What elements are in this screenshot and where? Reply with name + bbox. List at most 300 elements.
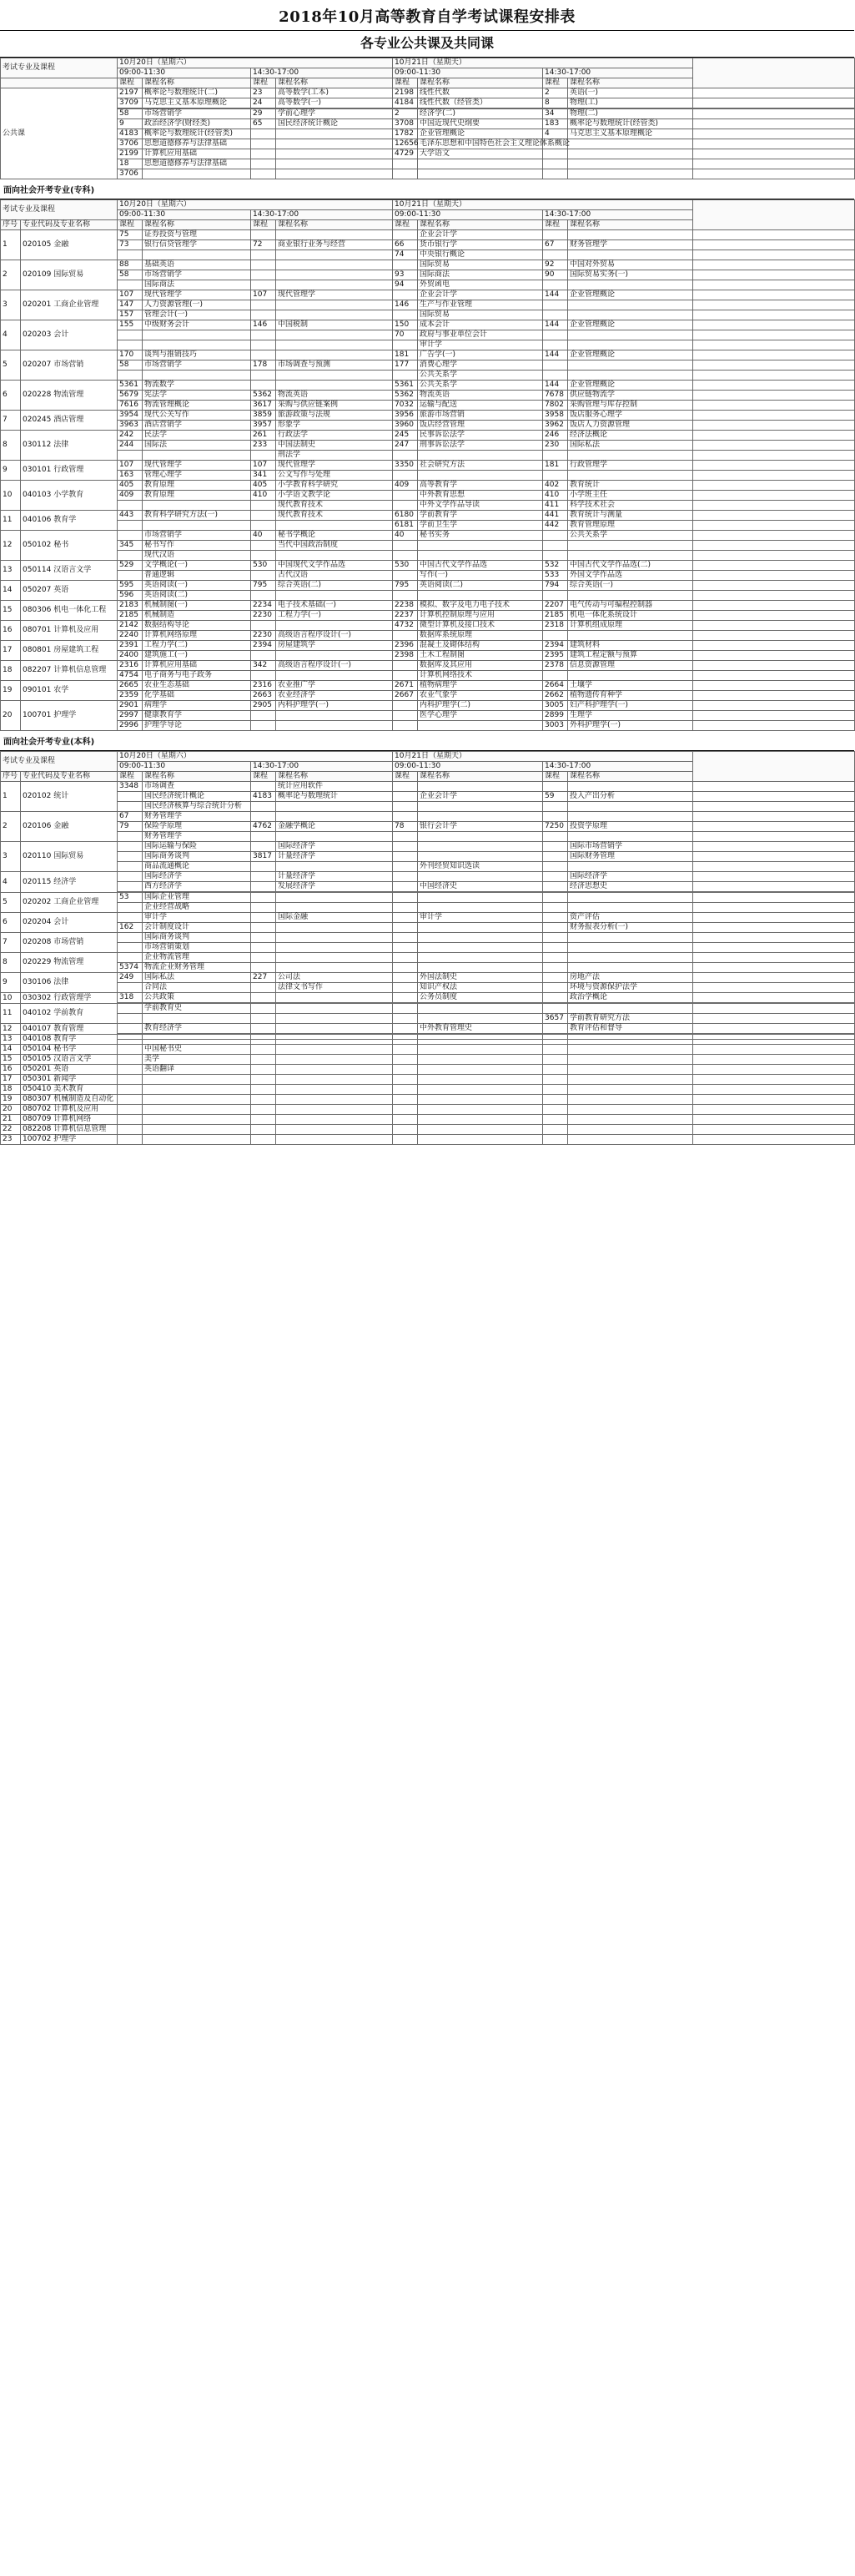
header-course-code: 课程 xyxy=(393,78,418,88)
course-name xyxy=(568,149,693,159)
row-number: 5 xyxy=(1,350,21,381)
course-name: 中国对外贸易 xyxy=(568,260,693,270)
course-code xyxy=(251,139,276,149)
course-name: 教育原理 xyxy=(143,481,251,491)
table-row xyxy=(1,300,855,310)
course-code xyxy=(118,943,143,953)
course-code xyxy=(543,872,568,882)
major-name: 040108 教育学 xyxy=(21,1035,118,1045)
course-code: 2207 xyxy=(543,601,568,611)
table-row xyxy=(1,601,855,611)
course-name xyxy=(276,1085,393,1095)
header-no: 序号 xyxy=(1,772,21,782)
course-code xyxy=(543,159,568,169)
course-name xyxy=(276,933,393,943)
course-code: 144 xyxy=(543,381,568,391)
course-name: 旅游市场营销 xyxy=(418,411,543,421)
course-code xyxy=(543,541,568,551)
course-name: 建筑工程定额与预算 xyxy=(568,651,693,661)
extra-cell xyxy=(693,139,855,149)
course-name xyxy=(276,893,393,903)
course-code: 29 xyxy=(251,109,276,119)
course-name: 工程力学(一) xyxy=(276,611,393,621)
course-name xyxy=(276,1075,393,1085)
table-row xyxy=(1,721,855,731)
course-code xyxy=(393,903,418,913)
extra-cell xyxy=(693,913,855,923)
row-number: 14 xyxy=(1,1045,21,1055)
course-code xyxy=(118,933,143,943)
course-name xyxy=(276,260,393,270)
course-name xyxy=(276,903,393,913)
course-code: 178 xyxy=(251,360,276,371)
table-row xyxy=(1,913,855,923)
course-code: 2665 xyxy=(118,681,143,691)
course-name xyxy=(276,621,393,631)
course-name: 教育原理 xyxy=(143,491,251,501)
course-code xyxy=(393,872,418,882)
course-name: 学前教育学 xyxy=(418,511,543,521)
course-name: 物理(工) xyxy=(568,98,693,108)
course-name: 形象学 xyxy=(276,421,393,431)
major-name: 020102 统计 xyxy=(21,782,118,812)
course-code xyxy=(251,1075,276,1085)
course-name: 现代公关写作 xyxy=(143,411,251,421)
course-code xyxy=(393,983,418,993)
course-name: 现代教育技术 xyxy=(276,501,393,511)
specialty-a-table xyxy=(0,199,855,731)
course-code: 24 xyxy=(251,98,276,108)
course-name: 国际贸易实务(一) xyxy=(568,270,693,280)
course-code: 410 xyxy=(251,491,276,501)
course-name: 外贸函电 xyxy=(418,280,543,290)
extra-cell xyxy=(693,411,855,421)
course-name xyxy=(568,250,693,260)
course-name xyxy=(276,943,393,953)
course-name: 教育管理原理 xyxy=(568,521,693,531)
course-name xyxy=(418,591,543,601)
table-row xyxy=(1,872,855,882)
course-code: 4729 xyxy=(393,149,418,159)
extra-cell xyxy=(693,300,855,310)
course-name xyxy=(276,591,393,601)
course-name: 国际商务谈判 xyxy=(143,933,251,943)
course-name: 计量经济学 xyxy=(276,852,393,862)
course-code: 405 xyxy=(251,481,276,491)
course-code xyxy=(251,721,276,731)
extra-cell xyxy=(693,1065,855,1075)
course-name xyxy=(568,139,693,149)
course-code xyxy=(251,1024,276,1034)
course-name: 谈判与推销技巧 xyxy=(143,350,251,360)
course-name: 外国法制史 xyxy=(418,973,543,983)
course-name: 审计学 xyxy=(418,340,543,350)
table-row xyxy=(1,401,855,411)
course-name: 概率论与数理统计(经管类) xyxy=(143,129,251,139)
course-name: 美学 xyxy=(143,1055,251,1065)
course-name: 公共政策 xyxy=(143,993,251,1003)
course-name xyxy=(143,330,251,340)
course-code xyxy=(393,310,418,320)
extra-cell xyxy=(693,893,855,903)
table-row xyxy=(1,98,855,108)
course-code: 155 xyxy=(118,320,143,330)
table-row xyxy=(1,431,855,441)
course-code xyxy=(251,511,276,521)
course-code: 92 xyxy=(543,260,568,270)
group-label: 公共课 xyxy=(1,88,118,179)
course-code: 147 xyxy=(118,300,143,310)
course-name xyxy=(143,1085,251,1095)
course-name xyxy=(568,963,693,973)
course-code xyxy=(393,661,418,671)
course-code xyxy=(543,923,568,933)
course-name: 植物遗传育种学 xyxy=(568,691,693,701)
major-name: 020208 市场营销 xyxy=(21,933,118,953)
extra-cell xyxy=(693,290,855,300)
course-code xyxy=(118,1085,143,1095)
course-name xyxy=(568,893,693,903)
course-code xyxy=(251,1055,276,1065)
extra-cell xyxy=(693,1115,855,1125)
course-name xyxy=(568,330,693,340)
course-code xyxy=(251,711,276,721)
table-row xyxy=(1,1115,855,1125)
course-code xyxy=(543,1135,568,1145)
course-code: 442 xyxy=(543,521,568,531)
course-name: 证券投资与管理 xyxy=(143,230,251,240)
course-name xyxy=(418,1014,543,1024)
extra-cell xyxy=(693,270,855,280)
header-time: 14:30-17:00 xyxy=(251,210,393,220)
header-course-name: 课程名称 xyxy=(143,772,251,782)
course-name: 高等数学(一) xyxy=(276,98,393,108)
course-name: 教育评估和督导 xyxy=(568,1024,693,1034)
course-code xyxy=(393,501,418,511)
extra-cell xyxy=(693,340,855,350)
table-row xyxy=(1,711,855,721)
header-row-dates xyxy=(1,752,855,762)
course-name: 物流企业财务管理 xyxy=(143,963,251,973)
course-name xyxy=(276,310,393,320)
course-name: 学前心理学 xyxy=(276,109,393,119)
table-row xyxy=(1,511,855,521)
course-code: 3963 xyxy=(118,421,143,431)
course-code: 2996 xyxy=(118,721,143,731)
course-code: 3958 xyxy=(543,411,568,421)
course-code xyxy=(543,842,568,852)
course-code: 2378 xyxy=(543,661,568,671)
extra-cell xyxy=(693,671,855,681)
course-code xyxy=(118,501,143,511)
table-row xyxy=(1,471,855,481)
major-name: 020106 金融 xyxy=(21,812,118,842)
course-code xyxy=(118,832,143,842)
course-name: 财务管理学 xyxy=(143,832,251,842)
course-name: 国际私法 xyxy=(568,441,693,451)
course-code: 2185 xyxy=(118,611,143,621)
course-name: 秘书写作 xyxy=(143,541,251,551)
major-name: 100701 护理学 xyxy=(21,701,118,731)
course-code: 40 xyxy=(393,531,418,541)
course-name xyxy=(568,591,693,601)
course-name: 马克思主义基本原理概论 xyxy=(568,129,693,139)
course-code xyxy=(393,1055,418,1065)
course-code xyxy=(393,1125,418,1135)
course-code xyxy=(251,571,276,581)
course-name: 机械制图(一) xyxy=(143,601,251,611)
header-day2: 10月21日（星期天） xyxy=(393,752,693,762)
course-name xyxy=(143,1115,251,1125)
course-code xyxy=(393,701,418,711)
extra-cell xyxy=(693,1095,855,1105)
table-row xyxy=(1,260,855,270)
major-name: 090101 农学 xyxy=(21,681,118,701)
extra-cell xyxy=(693,1045,855,1055)
course-name: 思想道德修养与法律基础 xyxy=(143,159,251,169)
table-row xyxy=(1,129,855,139)
course-code: 2234 xyxy=(251,601,276,611)
extra-cell xyxy=(693,159,855,169)
course-name xyxy=(276,832,393,842)
extra-cell xyxy=(693,310,855,320)
course-name: 国民经济统计概论 xyxy=(143,792,251,802)
course-name: 中外教育管理史 xyxy=(418,1024,543,1034)
course-code xyxy=(543,1105,568,1115)
course-name: 中国古代文学作品选(二) xyxy=(568,561,693,571)
course-name xyxy=(276,250,393,260)
course-name: 秘书学概论 xyxy=(276,531,393,541)
course-name: 行政管理学 xyxy=(568,461,693,471)
course-code: 144 xyxy=(543,290,568,300)
course-name xyxy=(568,1115,693,1125)
course-code: 181 xyxy=(393,350,418,360)
course-name: 英语阅读(二) xyxy=(143,591,251,601)
major-name: 020204 会计 xyxy=(21,913,118,933)
extra-cell xyxy=(693,903,855,913)
course-code xyxy=(393,913,418,923)
course-name xyxy=(143,371,251,381)
header-label: 考试专业及课程 xyxy=(1,752,118,772)
header-course-code: 课程 xyxy=(543,78,568,88)
table-row xyxy=(1,641,855,651)
major-name: 020109 国际贸易 xyxy=(21,260,118,290)
course-name xyxy=(276,651,393,661)
course-name xyxy=(276,802,393,812)
table-row xyxy=(1,832,855,842)
course-name xyxy=(276,129,393,139)
course-code: 2662 xyxy=(543,691,568,701)
row-number: 10 xyxy=(1,993,21,1004)
course-name xyxy=(568,551,693,561)
row-number: 16 xyxy=(1,621,21,641)
course-name: 线性代数（经管类） xyxy=(418,98,543,108)
extra-cell xyxy=(693,441,855,451)
course-name xyxy=(276,280,393,290)
course-code xyxy=(543,963,568,973)
course-code xyxy=(118,792,143,802)
course-name: 思想道德修养与法律基础 xyxy=(143,139,251,149)
course-name: 电气传动与可编程控制器 xyxy=(568,601,693,611)
header-course-name: 课程名称 xyxy=(276,78,393,88)
course-name: 高等教育学 xyxy=(418,481,543,491)
course-code: 5361 xyxy=(393,381,418,391)
major-name: 030106 法律 xyxy=(21,973,118,993)
course-code xyxy=(118,802,143,812)
course-code xyxy=(118,852,143,862)
extra-cell xyxy=(693,872,855,882)
course-name: 概率论与数理统计(二) xyxy=(143,88,251,98)
course-name xyxy=(276,812,393,822)
course-code: 405 xyxy=(118,481,143,491)
major-name: 030101 行政管理 xyxy=(21,461,118,481)
course-code xyxy=(543,531,568,541)
row-number: 12 xyxy=(1,1024,21,1035)
course-name: 教育统计与测量 xyxy=(568,511,693,521)
course-code: 530 xyxy=(251,561,276,571)
page-subtitle: 各专业公共课及共同课 xyxy=(0,30,854,58)
major-name: 030112 法律 xyxy=(21,431,118,461)
course-name xyxy=(418,1115,543,1125)
course-name xyxy=(276,350,393,360)
course-name xyxy=(276,159,393,169)
table-row xyxy=(1,882,855,892)
table-row xyxy=(1,371,855,381)
course-name: 企业管理概论 xyxy=(568,381,693,391)
extra-cell xyxy=(693,501,855,511)
course-code xyxy=(251,882,276,892)
course-name: 国民经济核算与综合统计分析 xyxy=(143,802,251,812)
major-name: 050114 汉语言文学 xyxy=(21,561,118,581)
major-name: 020110 国际贸易 xyxy=(21,842,118,872)
course-code xyxy=(118,1095,143,1105)
course-name: 物流英语 xyxy=(276,391,393,401)
header-time: 14:30-17:00 xyxy=(251,68,393,78)
extra-cell xyxy=(693,923,855,933)
course-name: 数据结构导论 xyxy=(143,621,251,631)
course-name xyxy=(276,1095,393,1105)
course-code: 2359 xyxy=(118,691,143,701)
row-number: 20 xyxy=(1,701,21,731)
row-number: 20 xyxy=(1,1105,21,1115)
course-code xyxy=(393,471,418,481)
extra-cell xyxy=(693,240,855,250)
course-code: 177 xyxy=(393,360,418,371)
table-row xyxy=(1,852,855,862)
course-code xyxy=(251,260,276,270)
course-code: 90 xyxy=(543,270,568,280)
course-name xyxy=(568,1055,693,1065)
course-code xyxy=(543,169,568,179)
header-course-name: 课程名称 xyxy=(418,220,543,230)
course-code: 78 xyxy=(393,822,418,832)
table-row xyxy=(1,391,855,401)
major-name: 040107 教育管理 xyxy=(21,1024,118,1035)
course-code: 162 xyxy=(118,923,143,933)
course-name xyxy=(418,1135,543,1145)
table-row xyxy=(1,350,855,360)
course-code: 532 xyxy=(543,561,568,571)
course-code xyxy=(251,340,276,350)
course-name xyxy=(568,862,693,872)
course-code xyxy=(118,280,143,290)
course-name: 农业推广学 xyxy=(276,681,393,691)
row-number: 13 xyxy=(1,1035,21,1045)
course-code xyxy=(393,1014,418,1024)
course-code: 2396 xyxy=(393,641,418,651)
course-code xyxy=(393,340,418,350)
course-name: 企业管理概论 xyxy=(418,129,543,139)
course-name xyxy=(418,1075,543,1085)
course-name: 企业物流管理 xyxy=(143,953,251,963)
course-code xyxy=(118,1135,143,1145)
course-name xyxy=(418,832,543,842)
course-code: 2 xyxy=(393,109,418,119)
extra-cell xyxy=(693,129,855,139)
row-number: 6 xyxy=(1,381,21,411)
course-name xyxy=(418,782,543,792)
table-row xyxy=(1,933,855,943)
course-code: 410 xyxy=(543,491,568,501)
course-name: 银行会计学 xyxy=(418,822,543,832)
extra-cell xyxy=(693,601,855,611)
table-row xyxy=(1,230,855,240)
course-name: 西方经济学 xyxy=(143,882,251,892)
course-code xyxy=(393,169,418,179)
course-name: 农业气象学 xyxy=(418,691,543,701)
course-name: 现代汉语 xyxy=(143,551,251,561)
course-code xyxy=(543,1004,568,1014)
course-code xyxy=(118,1115,143,1125)
course-code xyxy=(393,721,418,731)
course-code xyxy=(393,371,418,381)
course-name xyxy=(276,963,393,973)
course-name xyxy=(568,230,693,240)
table-row xyxy=(1,320,855,330)
table-row xyxy=(1,561,855,571)
course-code xyxy=(251,993,276,1003)
course-name: 计算机控制原理与应用 xyxy=(418,611,543,621)
row-number: 2 xyxy=(1,812,21,842)
table-row xyxy=(1,421,855,431)
course-code: 2899 xyxy=(543,711,568,721)
header-course-name: 课程名称 xyxy=(568,78,693,88)
table-row xyxy=(1,1014,855,1024)
course-name: 小学教育科学研究 xyxy=(276,481,393,491)
course-code: 409 xyxy=(118,491,143,501)
course-name: 投资学原理 xyxy=(568,822,693,832)
extra-cell xyxy=(693,330,855,340)
course-code: 73 xyxy=(118,240,143,250)
extra-cell xyxy=(693,119,855,129)
course-name xyxy=(143,1014,251,1024)
header-time: 09:00-11:30 xyxy=(118,68,251,78)
course-code xyxy=(543,993,568,1003)
course-name: 中国秘书史 xyxy=(143,1045,251,1055)
course-name: 采购与供应链案例 xyxy=(276,401,393,411)
course-code: 3003 xyxy=(543,721,568,731)
course-code xyxy=(543,782,568,792)
table-row xyxy=(1,691,855,701)
course-name: 民法学 xyxy=(143,431,251,441)
extra-cell xyxy=(693,531,855,541)
course-code xyxy=(393,1105,418,1115)
row-number: 4 xyxy=(1,872,21,893)
course-code: 5679 xyxy=(118,391,143,401)
course-name: 经济法概论 xyxy=(568,431,693,441)
course-name: 概率论与数理统计(经管类) xyxy=(568,119,693,129)
extra-cell xyxy=(693,1014,855,1024)
